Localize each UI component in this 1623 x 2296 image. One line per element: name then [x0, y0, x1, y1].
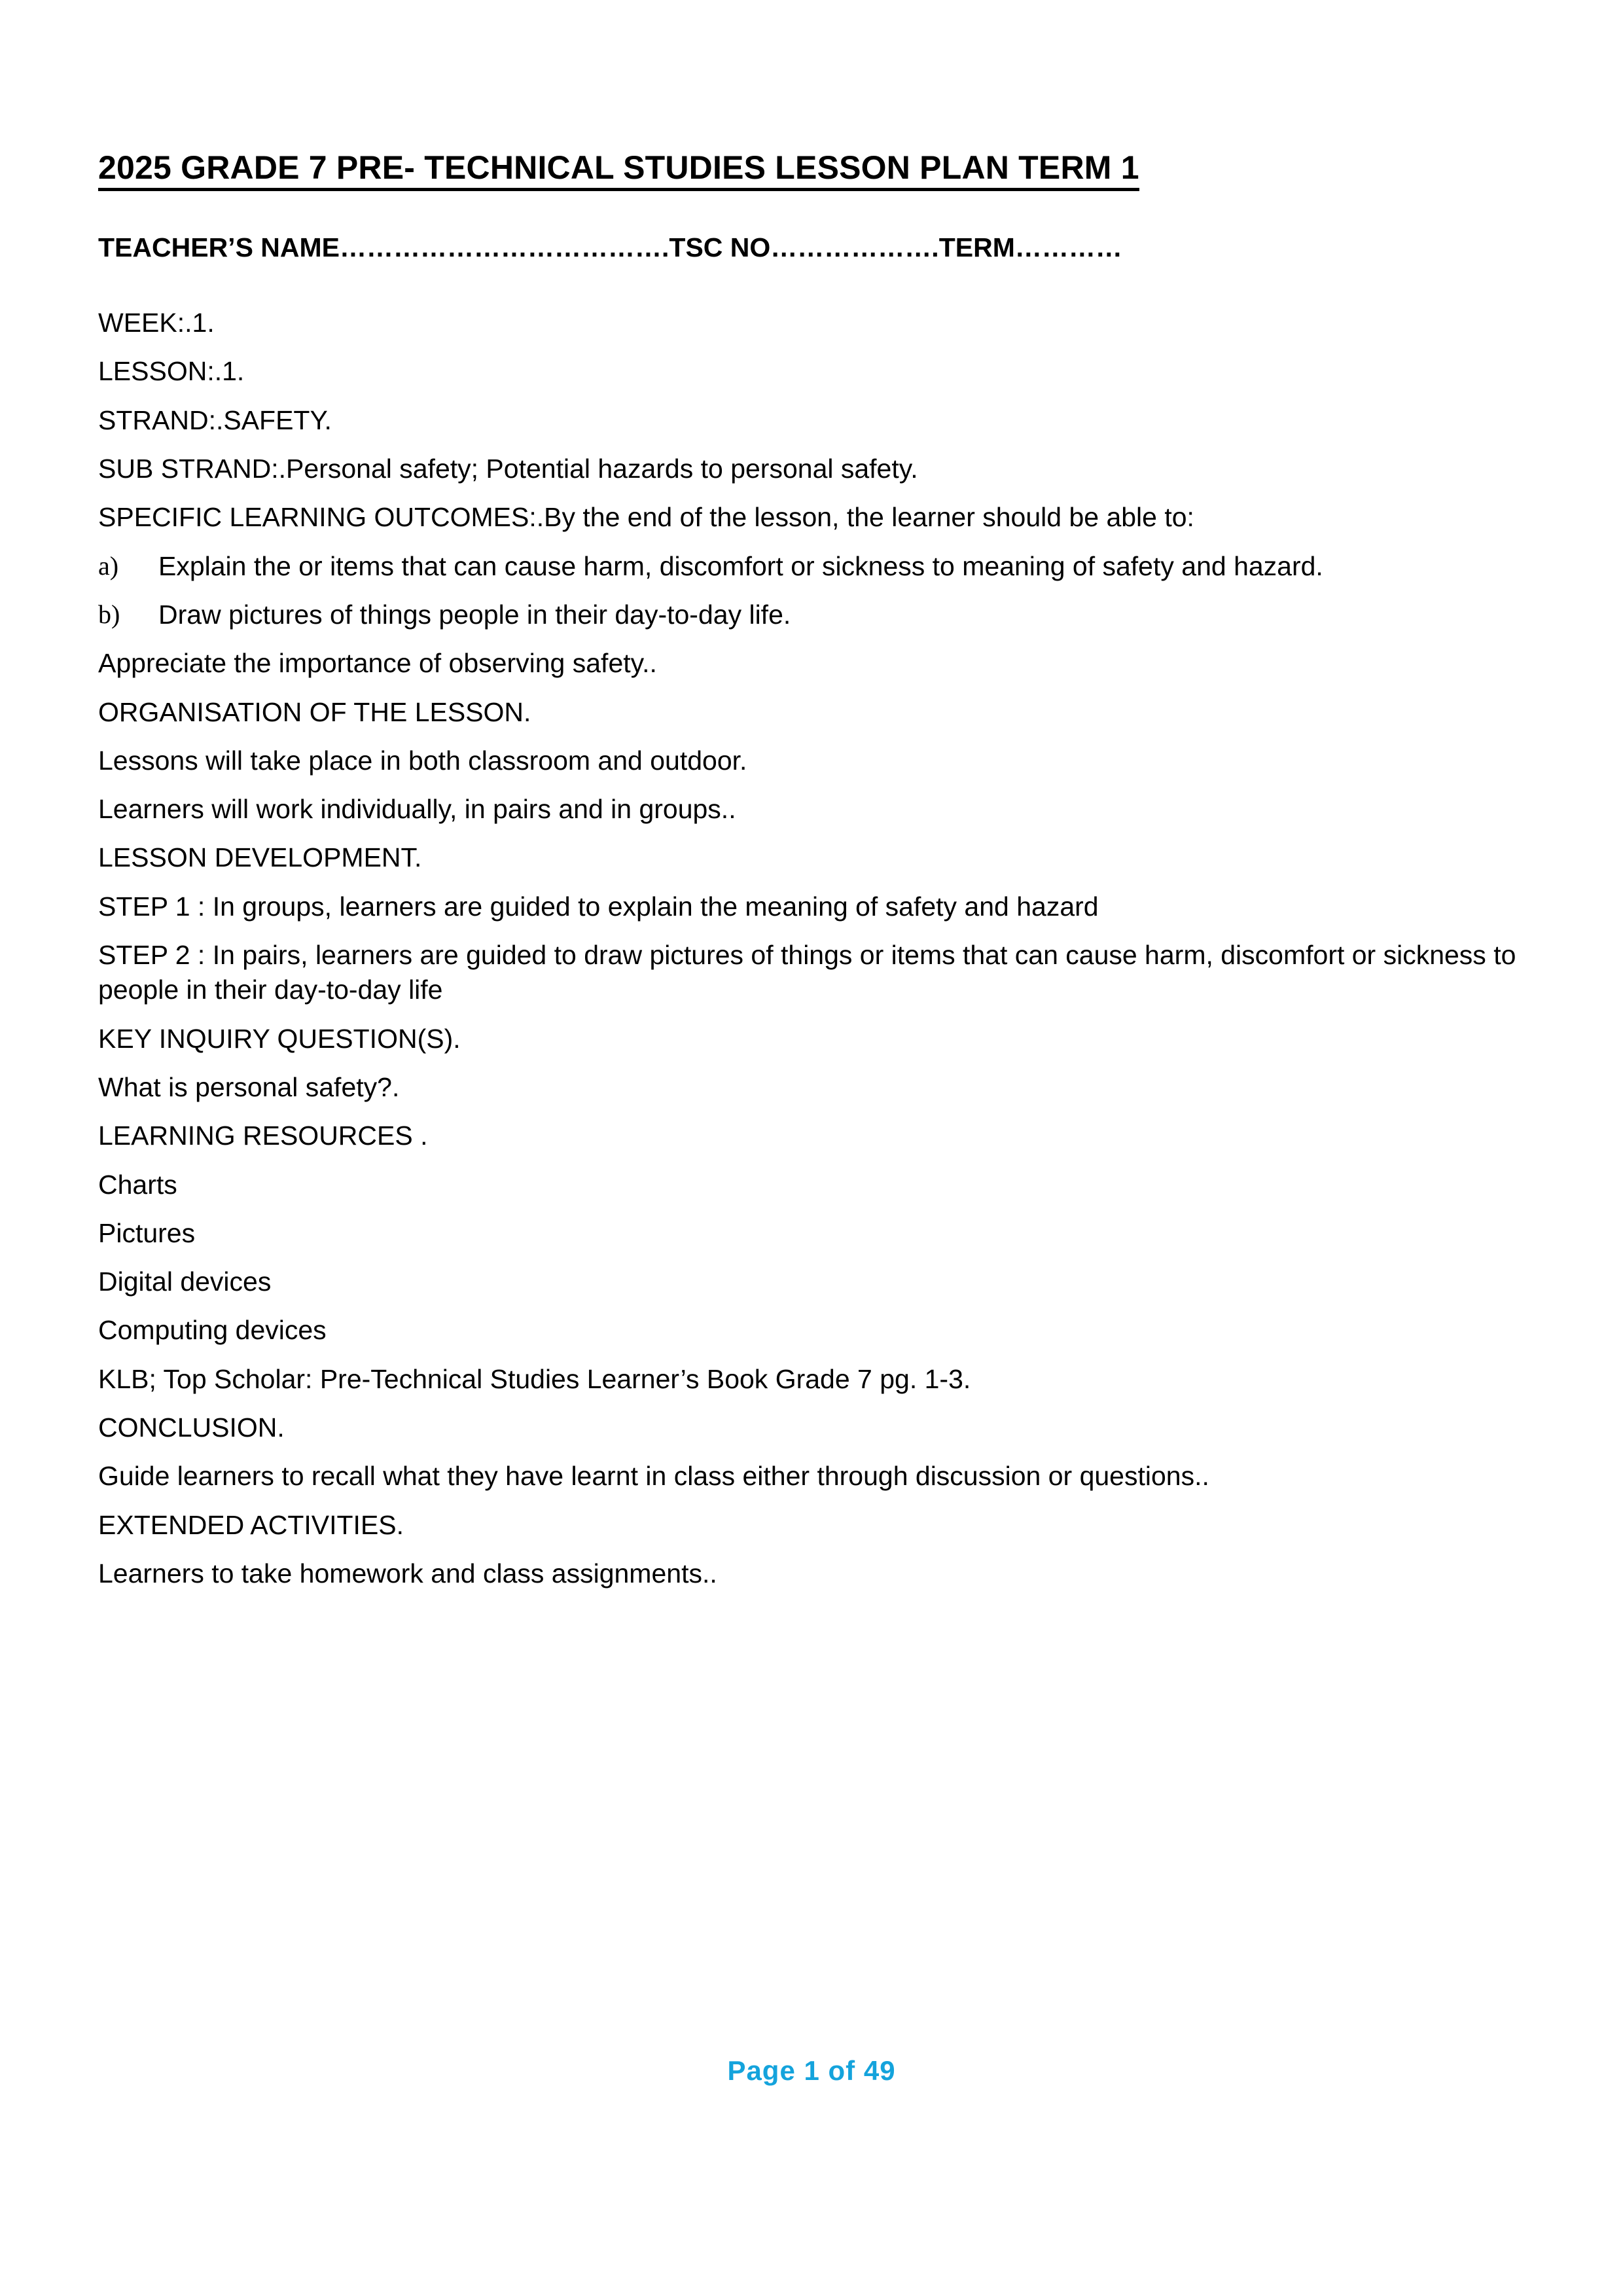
step-1-line: STEP 1 : In groups, learners are guided to explain the meaning of safety and hazard	[98, 891, 1099, 922]
list-item-text: Explain the or items that can cause harm, discomfort or sickness to meaning of safety and hazard.	[158, 550, 1323, 581]
list-item	[98, 598, 1531, 632]
lesson-development-heading: LESSON DEVELOPMENT.	[98, 842, 422, 873]
list-marker-a: a)	[98, 550, 119, 581]
organisation-line-1: Lessons will take place in both classroom and outdoor.	[98, 745, 747, 776]
extended-activities-heading: EXTENDED ACTIVITIES.	[98, 1509, 404, 1540]
organisation-line-2: Learners will work individually, in pairs and in groups..	[98, 794, 736, 825]
learning-resources-heading: LEARNING RESOURCES .	[98, 1121, 428, 1151]
learning-resource-pictures: Pictures	[98, 1217, 196, 1248]
learning-resource-charts: Charts	[98, 1169, 177, 1200]
page-footer	[0, 2055, 1623, 2087]
sub-strand-line: SUB STRAND:.Personal safety; Potential hazards to personal safety.	[98, 454, 918, 484]
learning-resource-textbook: KLB; Top Scholar: Pre-Technical Studies Learner’s Book Grade 7 pg. 1-3.	[98, 1363, 971, 1394]
extended-activities-text: Learners to take homework and class assignments..	[98, 1558, 717, 1588]
page-number: Page 1 of 49	[727, 2055, 896, 2086]
page-title: 2025 GRADE 7 PRE- TECHNICAL STUDIES LESSON PLAN TERM 1	[98, 149, 1139, 191]
teacher-info-line: TEACHER’S NAME……………………………….TSC NO……………….TERM…………	[98, 232, 1122, 262]
specific-learning-outcomes-line: SPECIFIC LEARNING OUTCOMES:.By the end of the lesson, the learner should be able to:	[98, 502, 1194, 533]
document-body	[98, 149, 1531, 1605]
conclusion-heading: CONCLUSION.	[98, 1412, 285, 1443]
organisation-heading: ORGANISATION OF THE LESSON.	[98, 696, 531, 727]
learning-resource-digital-devices: Digital devices	[98, 1266, 272, 1297]
appreciate-safety-line: Appreciate the importance of observing safety..	[98, 648, 657, 679]
learning-resource-computing-devices: Computing devices	[98, 1315, 327, 1346]
list-marker-b: b)	[98, 599, 120, 629]
step-2-line: STEP 2 : In pairs, learners are guided to draw pictures of things or items that can cause harm, discomfort or sickness to people in their day-to-day life	[98, 940, 1516, 1005]
list-item	[98, 549, 1531, 584]
key-inquiry-question: What is personal safety?.	[98, 1071, 400, 1102]
lesson-line: LESSON:.1.	[98, 356, 245, 387]
strand-line: STRAND:.SAFETY.	[98, 404, 332, 435]
key-inquiry-heading: KEY INQUIRY QUESTION(S).	[98, 1023, 461, 1054]
week-line: WEEK:.1.	[98, 308, 215, 338]
conclusion-text: Guide learners to recall what they have learnt in class either through discussion or questions..	[98, 1461, 1209, 1492]
list-item-text: Draw pictures of things people in their day-to-day life.	[158, 599, 791, 630]
